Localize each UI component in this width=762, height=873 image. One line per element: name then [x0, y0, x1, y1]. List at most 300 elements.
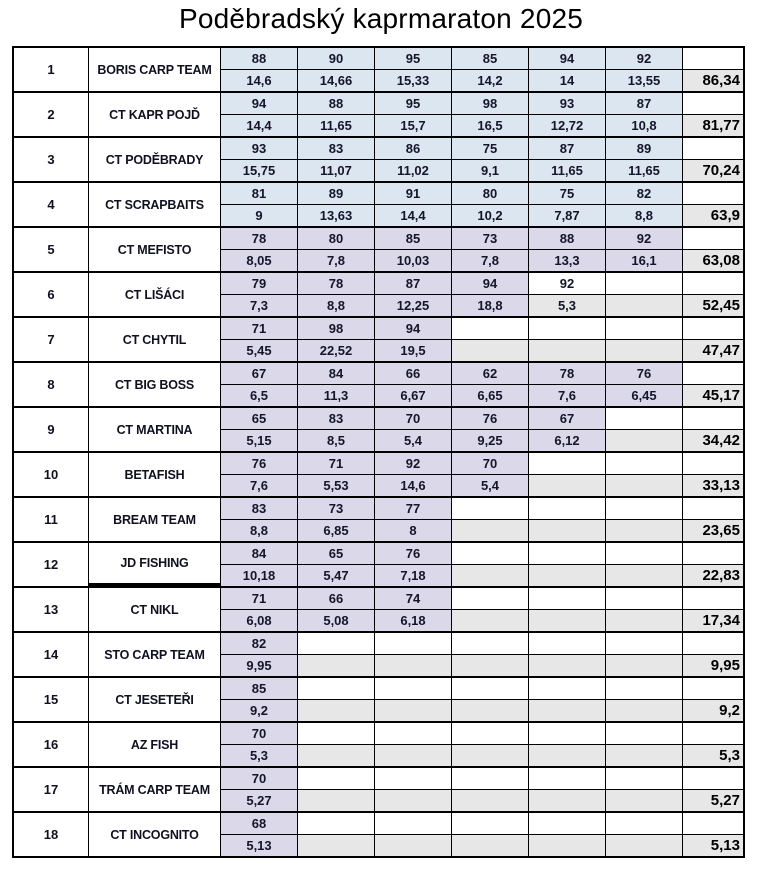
length-cell	[374, 813, 451, 834]
weight-cell: 9,95	[220, 654, 297, 676]
weight-cell	[605, 699, 682, 721]
weight-cell: 6,08	[220, 609, 297, 631]
length-cell: 68	[220, 813, 297, 834]
team-row	[14, 183, 743, 228]
team-row	[14, 543, 743, 588]
weight-cell	[374, 744, 451, 766]
length-cell: 70	[220, 723, 297, 744]
weight-cell	[451, 339, 528, 361]
team-rank: 18	[14, 813, 88, 856]
team-name: JD FISHING	[88, 543, 220, 586]
length-cell	[605, 723, 682, 744]
total-cell: 9,95	[682, 654, 743, 676]
total-cell: 63,08	[682, 249, 743, 271]
weight-cell	[605, 519, 682, 541]
weight-cell: 7,18	[374, 564, 451, 586]
length-cell: 78	[528, 363, 605, 384]
length-cell: 81	[220, 183, 297, 204]
length-cell	[451, 633, 528, 654]
weight-cell	[605, 789, 682, 811]
weight-cell	[528, 564, 605, 586]
total-spacer	[682, 48, 743, 69]
weight-cell: 10,8	[605, 114, 682, 136]
total-cell: 63,9	[682, 204, 743, 226]
length-cell	[528, 498, 605, 519]
weight-cell: 8,8	[297, 294, 374, 316]
weight-cell: 6,85	[297, 519, 374, 541]
weight-cell: 5,53	[297, 474, 374, 496]
weight-cell: 10,03	[374, 249, 451, 271]
total-spacer	[682, 228, 743, 249]
total-spacer	[682, 588, 743, 609]
team-name: CT BIG BOSS	[88, 363, 220, 406]
team-rank: 17	[14, 768, 88, 811]
length-cell	[374, 768, 451, 789]
weight-cell	[451, 519, 528, 541]
length-cell: 98	[451, 93, 528, 114]
weight-cell	[451, 564, 528, 586]
team-name: CT MEFISTO	[88, 228, 220, 271]
length-cell	[451, 678, 528, 699]
length-cell: 80	[451, 183, 528, 204]
length-cell	[605, 588, 682, 609]
length-cell: 88	[297, 93, 374, 114]
weight-cell	[605, 654, 682, 676]
length-cell: 70	[220, 768, 297, 789]
weight-cell: 6,67	[374, 384, 451, 406]
length-cell	[528, 813, 605, 834]
weight-cell: 6,5	[220, 384, 297, 406]
length-cell: 76	[451, 408, 528, 429]
length-cell	[605, 273, 682, 294]
length-cell: 77	[374, 498, 451, 519]
weight-cell: 11,65	[528, 159, 605, 181]
length-cell: 76	[605, 363, 682, 384]
weight-cell	[528, 339, 605, 361]
total-spacer	[682, 273, 743, 294]
total-spacer	[682, 93, 743, 114]
team-row	[14, 588, 743, 633]
weight-cell	[374, 699, 451, 721]
team-rank: 12	[14, 543, 88, 586]
length-cell: 78	[297, 273, 374, 294]
length-cell	[528, 318, 605, 339]
total-cell: 70,24	[682, 159, 743, 181]
team-name: TRÁM CARP TEAM	[88, 768, 220, 811]
team-name: CT PODĚBRADY	[88, 138, 220, 181]
weight-cell	[374, 654, 451, 676]
length-cell: 95	[374, 48, 451, 69]
length-cell: 65	[297, 543, 374, 564]
team-row	[14, 768, 743, 813]
length-cell	[451, 588, 528, 609]
length-cell	[297, 678, 374, 699]
total-spacer	[682, 723, 743, 744]
length-cell: 67	[220, 363, 297, 384]
total-spacer	[682, 498, 743, 519]
total-spacer	[682, 408, 743, 429]
length-cell	[297, 723, 374, 744]
team-name: BETAFISH	[88, 453, 220, 496]
total-cell: 17,34	[682, 609, 743, 631]
weight-cell	[605, 609, 682, 631]
weight-cell	[528, 654, 605, 676]
weight-cell	[451, 789, 528, 811]
length-cell: 73	[297, 498, 374, 519]
team-rank: 15	[14, 678, 88, 721]
page-title: Poděbradský kaprmaraton 2025	[178, 3, 584, 34]
weight-cell: 5,27	[220, 789, 297, 811]
total-cell: 5,3	[682, 744, 743, 766]
weight-cell: 7,3	[220, 294, 297, 316]
team-name: CT KAPR POJĎ	[88, 93, 220, 136]
length-cell: 71	[297, 453, 374, 474]
total-spacer	[682, 183, 743, 204]
length-cell: 67	[528, 408, 605, 429]
weight-cell: 14	[528, 69, 605, 91]
weight-cell: 14,2	[451, 69, 528, 91]
weight-cell: 5,3	[220, 744, 297, 766]
length-cell	[605, 318, 682, 339]
weight-cell: 8,05	[220, 249, 297, 271]
length-cell	[451, 723, 528, 744]
weight-cell: 12,72	[528, 114, 605, 136]
team-row	[14, 138, 743, 183]
total-spacer	[682, 678, 743, 699]
weight-cell: 14,6	[220, 69, 297, 91]
team-row	[14, 723, 743, 768]
weight-cell	[605, 474, 682, 496]
weight-cell	[605, 564, 682, 586]
team-rank: 7	[14, 318, 88, 361]
length-cell: 75	[451, 138, 528, 159]
weight-cell: 5,4	[451, 474, 528, 496]
weight-cell: 5,4	[374, 429, 451, 451]
total-cell: 5,27	[682, 789, 743, 811]
length-cell: 98	[297, 318, 374, 339]
total-cell: 9,2	[682, 699, 743, 721]
total-cell: 52,45	[682, 294, 743, 316]
length-cell	[605, 408, 682, 429]
weight-cell: 9	[220, 204, 297, 226]
team-name: BREAM TEAM	[88, 498, 220, 541]
total-cell: 86,34	[682, 69, 743, 91]
length-cell	[451, 498, 528, 519]
team-name: CT MARTINA	[88, 408, 220, 451]
weight-cell	[297, 789, 374, 811]
length-cell	[528, 588, 605, 609]
length-cell: 71	[220, 318, 297, 339]
results-table	[12, 46, 745, 858]
total-cell: 45,17	[682, 384, 743, 406]
length-cell	[374, 633, 451, 654]
weight-cell: 6,18	[374, 609, 451, 631]
total-spacer	[682, 543, 743, 564]
team-name: STO CARP TEAM	[88, 633, 220, 676]
length-cell: 71	[220, 588, 297, 609]
length-cell: 85	[451, 48, 528, 69]
weight-cell: 8	[374, 519, 451, 541]
length-cell	[605, 813, 682, 834]
length-cell: 78	[220, 228, 297, 249]
weight-cell	[297, 654, 374, 676]
weight-cell	[528, 789, 605, 811]
length-cell: 66	[297, 588, 374, 609]
weight-cell: 13,63	[297, 204, 374, 226]
weight-cell: 7,8	[297, 249, 374, 271]
weight-cell	[528, 834, 605, 856]
weight-cell	[374, 789, 451, 811]
team-row	[14, 363, 743, 408]
weight-cell	[451, 834, 528, 856]
length-cell: 89	[605, 138, 682, 159]
weight-cell: 13,55	[605, 69, 682, 91]
team-rank: 4	[14, 183, 88, 226]
length-cell: 91	[374, 183, 451, 204]
total-cell: 34,42	[682, 429, 743, 451]
total-spacer	[682, 633, 743, 654]
weight-cell: 10,2	[451, 204, 528, 226]
team-name: CT INCOGNITO	[88, 813, 220, 856]
length-cell: 76	[220, 453, 297, 474]
team-name: CT CHYTIL	[88, 318, 220, 361]
team-rank: 10	[14, 453, 88, 496]
total-cell: 33,13	[682, 474, 743, 496]
total-cell: 47,47	[682, 339, 743, 361]
length-cell	[528, 633, 605, 654]
length-cell: 76	[374, 543, 451, 564]
weight-cell: 14,6	[374, 474, 451, 496]
length-cell: 92	[374, 453, 451, 474]
weight-cell: 10,18	[220, 564, 297, 586]
team-rank: 5	[14, 228, 88, 271]
length-cell	[605, 633, 682, 654]
weight-cell: 8,8	[220, 519, 297, 541]
weight-cell	[451, 609, 528, 631]
weight-cell: 5,13	[220, 834, 297, 856]
weight-cell	[605, 339, 682, 361]
team-row	[14, 813, 743, 856]
length-cell: 87	[374, 273, 451, 294]
team-rank: 2	[14, 93, 88, 136]
weight-cell	[528, 609, 605, 631]
weight-cell: 15,33	[374, 69, 451, 91]
length-cell: 70	[451, 453, 528, 474]
weight-cell: 11,3	[297, 384, 374, 406]
length-cell: 94	[528, 48, 605, 69]
length-cell: 94	[451, 273, 528, 294]
length-cell	[528, 543, 605, 564]
team-rank: 9	[14, 408, 88, 451]
weight-cell	[605, 744, 682, 766]
weight-cell	[297, 744, 374, 766]
weight-cell	[528, 699, 605, 721]
weight-cell: 6,65	[451, 384, 528, 406]
length-cell: 87	[528, 138, 605, 159]
weight-cell: 5,3	[528, 294, 605, 316]
length-cell	[297, 633, 374, 654]
weight-cell: 22,52	[297, 339, 374, 361]
total-cell: 5,13	[682, 834, 743, 856]
team-rank: 8	[14, 363, 88, 406]
length-cell: 85	[220, 678, 297, 699]
length-cell	[528, 453, 605, 474]
weight-cell: 14,4	[220, 114, 297, 136]
team-name: AZ FISH	[88, 723, 220, 766]
total-spacer	[682, 768, 743, 789]
weight-cell: 15,7	[374, 114, 451, 136]
weight-cell: 13,3	[528, 249, 605, 271]
weight-cell: 9,25	[451, 429, 528, 451]
length-cell	[451, 318, 528, 339]
total-cell: 22,83	[682, 564, 743, 586]
length-cell: 80	[297, 228, 374, 249]
length-cell: 73	[451, 228, 528, 249]
weight-cell: 5,15	[220, 429, 297, 451]
length-cell: 82	[605, 183, 682, 204]
length-cell	[605, 678, 682, 699]
weight-cell: 11,02	[374, 159, 451, 181]
length-cell: 90	[297, 48, 374, 69]
length-cell	[605, 768, 682, 789]
weight-cell: 7,6	[220, 474, 297, 496]
weight-cell: 9,1	[451, 159, 528, 181]
length-cell	[374, 723, 451, 744]
weight-cell: 9,2	[220, 699, 297, 721]
weight-cell: 8,8	[605, 204, 682, 226]
weight-cell	[528, 744, 605, 766]
length-cell: 87	[605, 93, 682, 114]
weight-cell: 7,8	[451, 249, 528, 271]
total-spacer	[682, 138, 743, 159]
weight-cell	[451, 699, 528, 721]
team-row	[14, 633, 743, 678]
team-rank: 6	[14, 273, 88, 316]
length-cell: 86	[374, 138, 451, 159]
team-row	[14, 48, 743, 93]
team-rank: 1	[14, 48, 88, 91]
length-cell	[605, 543, 682, 564]
length-cell: 70	[374, 408, 451, 429]
team-row	[14, 498, 743, 543]
weight-cell: 14,66	[297, 69, 374, 91]
weight-cell: 5,08	[297, 609, 374, 631]
length-cell: 65	[220, 408, 297, 429]
total-spacer	[682, 363, 743, 384]
length-cell: 84	[297, 363, 374, 384]
team-name: CT SCRAPBAITS	[88, 183, 220, 226]
weight-cell: 8,5	[297, 429, 374, 451]
team-row	[14, 318, 743, 363]
team-rank: 11	[14, 498, 88, 541]
total-cell: 81,77	[682, 114, 743, 136]
weight-cell	[528, 474, 605, 496]
weight-cell: 15,75	[220, 159, 297, 181]
weight-cell	[297, 699, 374, 721]
length-cell	[451, 813, 528, 834]
weight-cell: 14,4	[374, 204, 451, 226]
total-spacer	[682, 318, 743, 339]
length-cell: 88	[220, 48, 297, 69]
weight-cell	[605, 429, 682, 451]
length-cell: 93	[220, 138, 297, 159]
weight-cell: 16,1	[605, 249, 682, 271]
length-cell	[451, 768, 528, 789]
length-cell: 82	[220, 633, 297, 654]
weight-cell	[528, 519, 605, 541]
team-name: CT NIKL	[88, 588, 220, 631]
length-cell: 92	[528, 273, 605, 294]
length-cell: 83	[297, 408, 374, 429]
length-cell: 89	[297, 183, 374, 204]
team-row	[14, 93, 743, 138]
length-cell	[605, 453, 682, 474]
length-cell: 92	[605, 228, 682, 249]
team-rank: 16	[14, 723, 88, 766]
length-cell: 94	[220, 93, 297, 114]
team-rank: 14	[14, 633, 88, 676]
team-name: CT LIŠÁCI	[88, 273, 220, 316]
length-cell	[528, 723, 605, 744]
weight-cell: 6,12	[528, 429, 605, 451]
length-cell: 75	[528, 183, 605, 204]
length-cell: 92	[605, 48, 682, 69]
weight-cell	[374, 834, 451, 856]
weight-cell: 11,07	[297, 159, 374, 181]
weight-cell	[451, 654, 528, 676]
length-cell: 83	[220, 498, 297, 519]
weight-cell: 5,47	[297, 564, 374, 586]
length-cell: 74	[374, 588, 451, 609]
length-cell	[451, 543, 528, 564]
length-cell: 95	[374, 93, 451, 114]
weight-cell	[605, 294, 682, 316]
weight-cell: 5,45	[220, 339, 297, 361]
length-cell	[297, 768, 374, 789]
weight-cell: 19,5	[374, 339, 451, 361]
length-cell	[297, 813, 374, 834]
weight-cell: 12,25	[374, 294, 451, 316]
weight-cell	[605, 834, 682, 856]
team-rank: 3	[14, 138, 88, 181]
length-cell: 62	[451, 363, 528, 384]
team-name: BORIS CARP TEAM	[88, 48, 220, 91]
length-cell: 66	[374, 363, 451, 384]
weight-cell	[451, 744, 528, 766]
length-cell	[374, 678, 451, 699]
weight-cell: 18,8	[451, 294, 528, 316]
length-cell: 94	[374, 318, 451, 339]
length-cell	[528, 678, 605, 699]
length-cell: 84	[220, 543, 297, 564]
weight-cell	[297, 834, 374, 856]
weight-cell: 16,5	[451, 114, 528, 136]
length-cell: 79	[220, 273, 297, 294]
weight-cell: 11,65	[297, 114, 374, 136]
length-cell: 93	[528, 93, 605, 114]
team-row	[14, 678, 743, 723]
weight-cell: 7,87	[528, 204, 605, 226]
length-cell: 88	[528, 228, 605, 249]
total-spacer	[682, 453, 743, 474]
team-row	[14, 453, 743, 498]
team-row	[14, 408, 743, 453]
team-row	[14, 273, 743, 318]
weight-cell: 7,6	[528, 384, 605, 406]
team-rank: 13	[14, 588, 88, 631]
weight-cell: 6,45	[605, 384, 682, 406]
team-name: CT JESETEŘI	[88, 678, 220, 721]
